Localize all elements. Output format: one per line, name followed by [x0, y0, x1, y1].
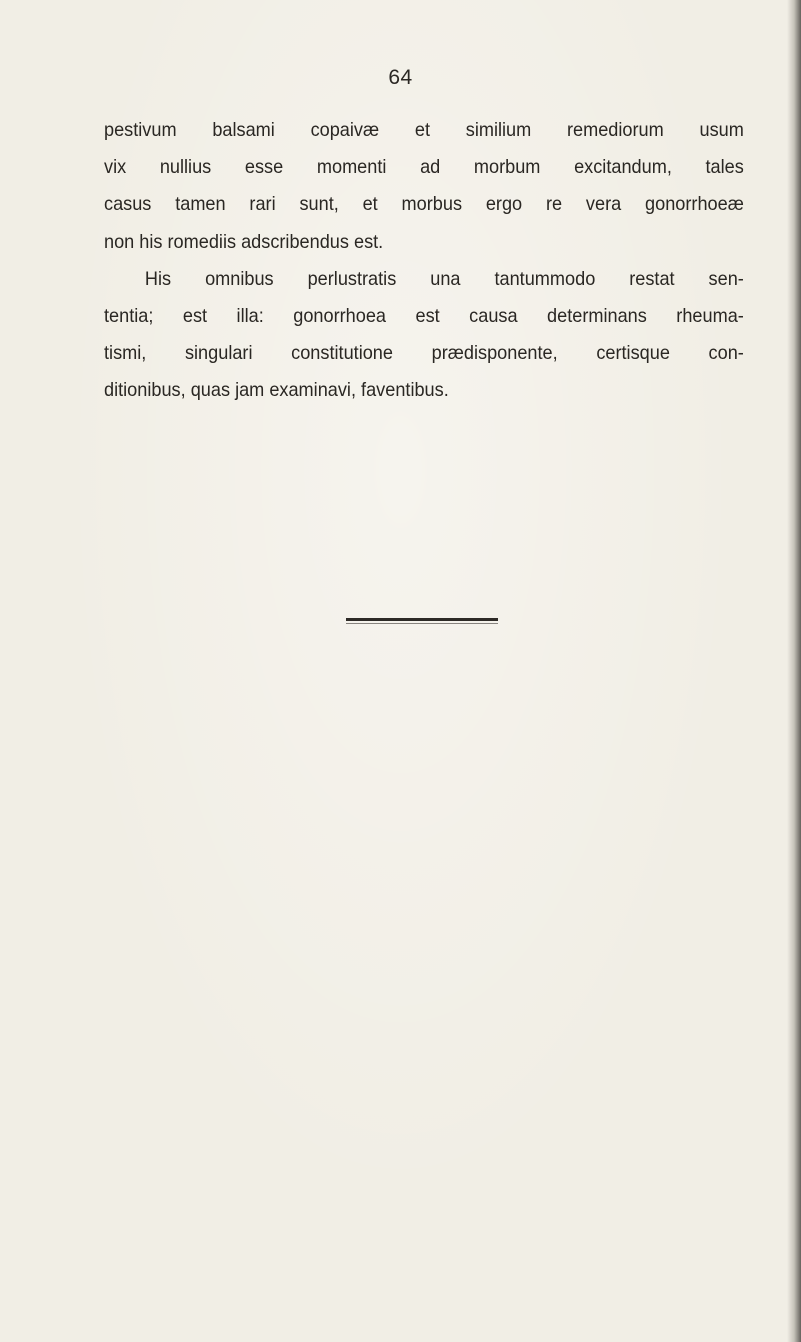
- text-line: vix nullius esse momenti ad morbum excitandum, tales: [104, 156, 744, 179]
- section-divider: [346, 618, 498, 621]
- page-edge-shadow: [787, 0, 801, 1342]
- text-line: tismi, singulari constitutione prædisponente, certisque con-: [104, 342, 744, 365]
- text-line: non his romediis adscribendus est.: [104, 230, 384, 253]
- text-line: His omnibus perlustratis una tantummodo restat sen-: [144, 267, 744, 290]
- text-line: casus tamen rari sunt, et morbus ergo re vera gonorrhoeæ: [104, 193, 744, 216]
- page-number: 64: [388, 66, 413, 89]
- text-line: tentia; est illa: gonorrhoea est causa determinans rheuma-: [104, 305, 744, 328]
- body-text: [104, 112, 744, 410]
- text-line: ditionibus, quas jam examinavi, faventibus.: [104, 379, 449, 402]
- text-line: pestivum balsami copaivæ et similium remediorum usum: [104, 119, 744, 141]
